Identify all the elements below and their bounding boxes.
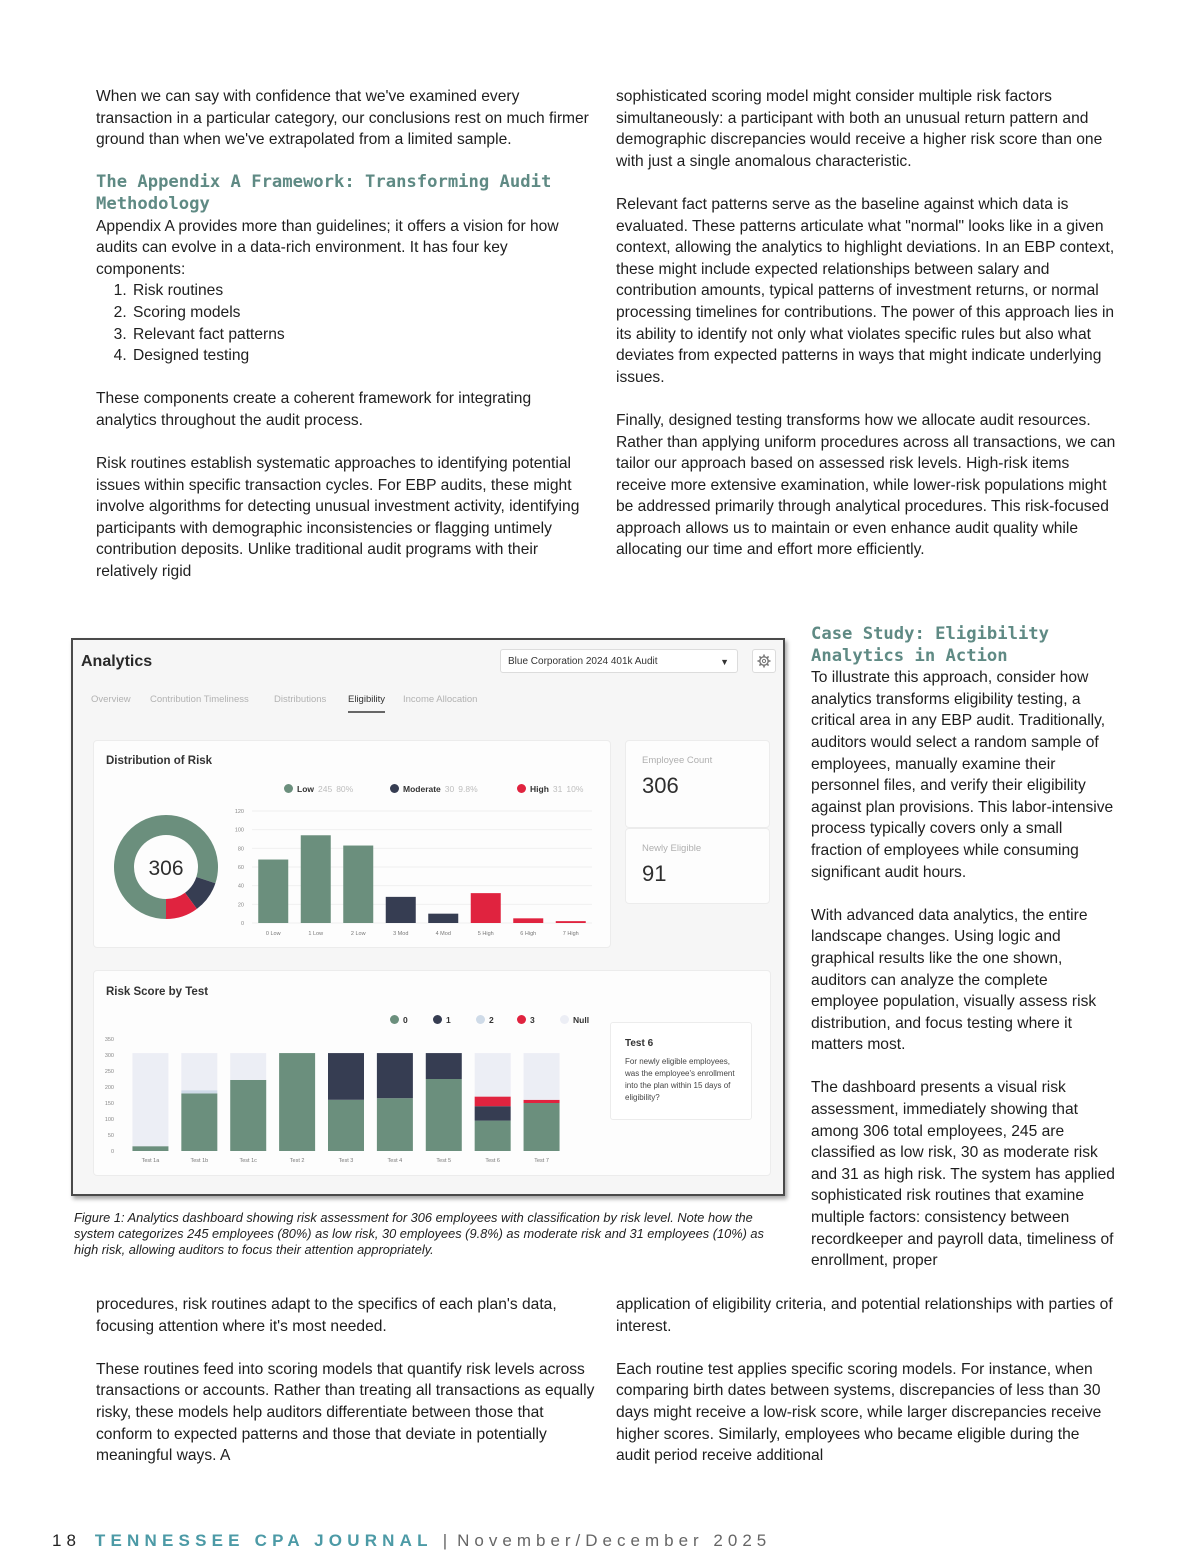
tab-contribution-timeliness[interactable]: Contribution Timeliness: [150, 694, 249, 705]
components-list: [96, 280, 596, 366]
score-legend-1: [433, 1015, 451, 1025]
list-item: 3. Relevant fact patterns: [131, 324, 596, 346]
chevron-down-icon: ▼: [720, 657, 729, 667]
journal-name: TENNESSEE CPA JOURNAL: [94, 1531, 433, 1550]
risk-distribution-panel: [93, 740, 611, 948]
legend-dot: [390, 1015, 399, 1024]
y-tick-label: 150: [104, 1101, 114, 1107]
stacked-bar-segment: [524, 1103, 560, 1151]
stacked-bar-segment: [328, 1053, 364, 1100]
list-item: 2. Scoring models: [131, 302, 596, 324]
left-column-top: [96, 86, 596, 583]
stacked-bar-segment: [377, 1098, 413, 1151]
stacked-bar-segment: [524, 1100, 560, 1103]
y-tick-label: 20: [237, 902, 244, 909]
risk-routines-paragraph: Risk routines establish systematic approaches to identifying potential issues within specific transaction cycles. For EBP audits, these might involve algorithms for detecting unusual investment activity, identifying participants with demographic inconsistencies or flagging untimely contribution deposits. Unlike traditional audit programs with their relatively rigid: [96, 455, 580, 581]
stacked-bar-segment: [279, 1053, 315, 1151]
test6-title: Test 6: [625, 1038, 654, 1049]
eligibility-continued-paragraph: application of eligibility criteria, and potential relationships with parties of interest.: [616, 1296, 1113, 1335]
gear-icon: [753, 650, 775, 672]
stacked-bar-segment: [426, 1079, 462, 1151]
legend-label: Low: [297, 784, 314, 794]
x-tick-label: Test 1c: [239, 1158, 257, 1164]
settings-button[interactable]: [752, 649, 776, 673]
y-tick-label: 0: [240, 921, 244, 927]
stacked-bar-segment: [524, 1053, 560, 1100]
newly-eligible-card: [625, 828, 770, 904]
right-column-bottom: [616, 1294, 1116, 1467]
stacked-bar-segment: [475, 1106, 511, 1120]
footer-separator: |: [442, 1531, 448, 1550]
routine-test-paragraph: Each routine test applies specific scoring models. For instance, when comparing birth dates between systems, discrepancies of less than 30 days might receive a low-risk score, while larger discrepancies receive higher scores. Similarly, employees who became eligible during the audit period receive additional: [616, 1360, 1102, 1465]
risk-donut-chart: [106, 807, 226, 927]
legend-high: [517, 784, 583, 794]
legend-dot: [560, 1015, 569, 1024]
newly-eligible-label: Newly Eligible: [642, 843, 702, 854]
legend-dot: [284, 784, 293, 793]
page-number: 18: [52, 1531, 81, 1550]
stacked-bar-segment: [230, 1080, 266, 1151]
risk-bar: [343, 846, 373, 923]
stacked-bar-segment: [475, 1121, 511, 1151]
analytics-dashboard-figure: [71, 638, 785, 1196]
tab-eligibility[interactable]: Eligibility: [348, 694, 385, 713]
plan-select-value: Blue Corporation 2024 401k Audit: [508, 656, 658, 667]
y-tick-label: 40: [237, 883, 244, 890]
page-footer: [52, 1531, 771, 1551]
x-tick-label: Test 1b: [190, 1158, 209, 1164]
components-paragraph: These components create a coherent framework for integrating analytics throughout the audit process.: [96, 390, 532, 429]
newly-eligible-value: 91: [642, 861, 667, 886]
y-tick-label: 120: [234, 809, 244, 815]
y-tick-label: 100: [104, 1117, 114, 1123]
y-tick-label: 50: [107, 1133, 114, 1139]
legend-dot: [517, 784, 526, 793]
y-tick-label: 200: [104, 1085, 114, 1091]
score-legend-0: [390, 1015, 408, 1025]
legend-label: 1: [446, 1015, 451, 1025]
legend-count: 245: [318, 784, 333, 794]
legend-dot: [517, 1015, 526, 1024]
risk-bar: [386, 897, 416, 923]
dashboard-title: Analytics: [81, 653, 153, 670]
case-study-paragraph-2: With advanced data analytics, the entire landscape changes. Using logic and graphical results like the one shown, auditors can analyze the complete employee population, visually assess risk distribution, and focus testing where it matters most.: [811, 906, 1097, 1054]
x-tick-label: Test 4: [387, 1158, 403, 1164]
legend-label: Null: [573, 1015, 590, 1025]
issue-date: November/December 2025: [457, 1531, 772, 1550]
figure-caption: Figure 1: Analytics dashboard showing risk assessment for 306 employees with classification by risk level. Note how the system categorizes 245 employees (80%) as low risk, 30 employees (9.8%) as moderate risk and 31 employees (10%) as high risk, allowing auditors to focus their attention appropriately.: [74, 1210, 764, 1257]
x-tick-label: Test 1a: [141, 1158, 160, 1164]
tab-distributions[interactable]: Distributions: [274, 694, 327, 705]
donut-slice-moderate: [191, 880, 206, 901]
score-legend-3: [517, 1015, 535, 1025]
test6-description: For newly eligible employees, was the employee's enrollment into the plan within 15 days of eligibility?: [625, 1057, 735, 1102]
employee-count-card: [625, 740, 770, 828]
stacked-bar-segment: [230, 1053, 266, 1080]
case-study-paragraph-3: The dashboard presents a visual risk assessment, immediately showing that among 306 total employees, 245 are classified as low risk, 30 as moderate risk and 31 as high risk. The system has applied sophisticated risk routines that examine multiple factors: consistency between recordkeeper and payroll data, timeliness of enrollment, proper: [811, 1079, 1115, 1270]
x-tick-label: 1 Low: [308, 931, 324, 937]
x-tick-label: 5 High: [477, 931, 494, 937]
case-study-column: [811, 624, 1115, 1272]
stacked-bar-segment: [328, 1100, 364, 1151]
legend-low: [284, 784, 353, 794]
x-tick-label: 7 High: [562, 931, 579, 937]
employee-count-label: Employee Count: [642, 755, 713, 766]
risk-bar: [301, 835, 331, 923]
legend-label: 3: [530, 1015, 535, 1025]
x-tick-label: Test 5: [436, 1158, 452, 1164]
stacked-bar-segment: [132, 1053, 168, 1146]
legend-label: 2: [489, 1015, 494, 1025]
scoring-models-paragraph: These routines feed into scoring models that quantify risk levels across transactions or accounts. Rather than treating all transactions as equally risky, these models help auditors differentiate between those that conform to expected patterns and those that deviate in potentially meaningful ways. A: [96, 1360, 595, 1465]
legend-count: 31: [552, 784, 563, 794]
y-tick-label: 0: [110, 1149, 114, 1155]
score-legend-2: [476, 1015, 494, 1025]
intro-paragraph: When we can say with confidence that we've examined every transaction in a particular category, our conclusions rest on much firmer ground than when we've extrapolated from a limited sample.: [96, 88, 589, 149]
donut-center-label: 306: [148, 857, 184, 880]
risk-score-stacked-chart: [106, 1033, 576, 1173]
donut-slice-high: [166, 901, 191, 909]
score-legend-null: [560, 1015, 589, 1025]
tab-overview[interactable]: Overview: [91, 694, 131, 705]
x-tick-label: 0 Low: [265, 931, 281, 937]
tab-income-allocation[interactable]: Income Allocation: [403, 694, 478, 705]
score-panel-title: Risk Score by Test: [106, 986, 209, 998]
scoring-continued-paragraph: sophisticated scoring model might consider multiple risk factors simultaneously: a participant with both an unusual return pattern and demographic discrepancies would receive a higher risk score than one with just a single anomalous characteristic.: [616, 88, 1103, 170]
list-item: 4. Designed testing: [131, 345, 596, 367]
stacked-bar-segment: [181, 1053, 217, 1090]
test-6-tooltip: [610, 1022, 752, 1120]
employee-count-value: 306: [642, 773, 679, 798]
legend-label: High: [530, 784, 549, 794]
legend-pct: 9.8%: [458, 784, 478, 794]
legend-pct: 10%: [566, 784, 584, 794]
stacked-bar-segment: [475, 1097, 511, 1107]
case-study-heading: Case Study: Eligibility Analytics in Action: [811, 624, 1049, 666]
y-tick-label: 60: [237, 865, 244, 871]
y-tick-label: 300: [104, 1053, 114, 1059]
y-tick-label: 80: [237, 846, 244, 853]
x-tick-label: 4 Mod: [435, 931, 451, 937]
x-tick-label: Test 3: [338, 1158, 354, 1164]
stacked-bar-segment: [377, 1053, 413, 1098]
risk-bar: [428, 914, 458, 923]
legend-pct: 80%: [336, 784, 354, 794]
x-tick-label: Test 2: [289, 1158, 305, 1164]
right-column-top: [616, 86, 1116, 561]
risk-bar: [471, 893, 501, 923]
x-tick-label: Test 6: [485, 1158, 501, 1164]
legend-label: Moderate: [403, 784, 441, 794]
routines-continued-paragraph: procedures, risk routines adapt to the specifics of each plan's data, focusing attention where it's most needed.: [96, 1296, 557, 1335]
fact-patterns-paragraph: Relevant fact patterns serve as the baseline against which data is evaluated. These patterns articulate what "normal" looks like in a given context, allowing the analytics to highlight deviations. In an EBP context, these might include expected relationships between salary and contribution amounts, typical patterns of investment returns, or normal processing timelines for contributions. The power of this approach lies in its ability to identify not only what violates specific rules but also what deviates from expected patterns in ways that might indicate underlying issues.: [616, 195, 1115, 386]
list-item: 1. Risk routines: [131, 280, 596, 302]
x-tick-label: 2 Low: [350, 931, 366, 937]
risk-bar: [556, 921, 586, 923]
legend-label: 0: [403, 1015, 408, 1025]
designed-testing-paragraph: Finally, designed testing transforms how we allocate audit resources. Rather than applying uniform procedures across all transactions, we can tailor our approach based on assessed risk levels. High-risk items receive more extensive examination, while lower-risk populations might be addressed primarily through analytical procedures. This risk-focused approach allows us to maintain or even enhance audit quality while allocating our time and effort more efficiently.: [616, 411, 1116, 559]
case-study-paragraph-1: To illustrate this approach, consider how analytics transforms eligibility testing, a critical area in any EBP audit. Traditionally, auditors would select a random sample of employees, manually examine their personnel files, and verify their eligibility against plan provisions. This labor-intensive process typically covers only a small fraction of employees while consuming significant audit hours.: [811, 669, 1114, 881]
legend-dot: [476, 1015, 485, 1024]
legend-count: 30: [444, 784, 455, 794]
stacked-bar-segment: [132, 1146, 168, 1151]
stacked-bar-segment: [181, 1090, 217, 1093]
legend-dot: [390, 784, 399, 793]
legend-moderate: [390, 784, 478, 794]
appendix-paragraph: Appendix A provides more than guidelines; it offers a vision for how audits can evolve in a data-rich environment. It has four key components:: [96, 217, 559, 278]
legend-dot: [433, 1015, 442, 1024]
risk-bar: [258, 860, 288, 923]
risk-panel-title: Distribution of Risk: [106, 755, 213, 767]
stacked-bar-segment: [426, 1053, 462, 1079]
stacked-bar-segment: [475, 1053, 511, 1097]
y-tick-label: 350: [104, 1037, 114, 1043]
risk-bar: [513, 918, 543, 923]
x-tick-label: 6 High: [520, 931, 537, 937]
y-tick-label: 100: [234, 827, 244, 834]
stacked-bar-segment: [181, 1093, 217, 1151]
y-tick-label: 250: [104, 1069, 114, 1075]
x-tick-label: 3 Mod: [393, 931, 409, 937]
left-column-bottom: [96, 1294, 596, 1467]
risk-bar-chart: [230, 805, 600, 945]
appendix-heading: The Appendix A Framework: Transforming Audit Methodology: [96, 172, 552, 214]
x-tick-label: Test 7: [534, 1158, 549, 1164]
plan-select-dropdown[interactable]: [500, 649, 738, 673]
